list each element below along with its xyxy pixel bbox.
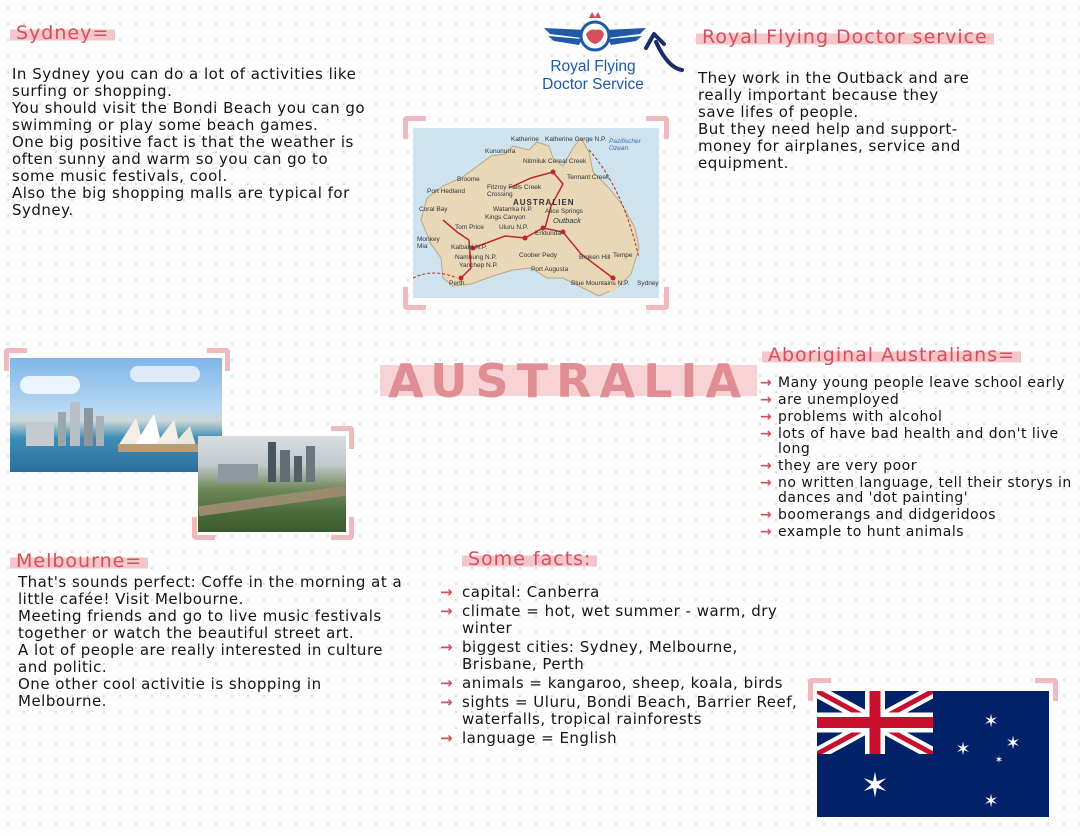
map-label: Alice Springs [545,208,583,215]
map-label: Blue Mountains N.P. [571,280,630,287]
melbourne-text [18,574,410,710]
list-item-text: language = English [462,729,618,747]
svg-text:✶: ✶ [955,739,971,760]
map-label: Tom Price [455,224,484,231]
melbourne-city-photo [198,436,346,532]
map-label: Port Augusta [531,266,569,273]
facts-heading: Some facts: [462,548,597,570]
map-label: Outback [553,216,581,225]
aboriginal-heading: Aboriginal Australians= [762,344,1021,366]
list-item: → sights = Uluru, Bondi Beach, Barrier Reef, waterfalls, tropical rainforests [440,693,798,728]
list-item-text: no written language, tell their storys in dances and 'dot painting' [778,475,1072,506]
map-label: Tennant Creek [567,174,610,181]
list-item-text: problems with alcohol [778,409,943,425]
list-item-text: are unemployed [778,392,900,408]
sydney-heading: Sydney= [10,22,115,44]
list-item: → biggest cities: Sydney, Melbourne, Brisbane, Perth [440,638,738,673]
australian-flag [817,691,1049,817]
list-item: → capital: Canberra [440,583,600,601]
svg-text:✶: ✶ [994,755,1004,766]
list-item: → example to hunt animals [760,524,965,540]
list-item-text: boomerangs and didgeridoos [778,507,997,523]
map-label: Nitmiluk Cereal Creek [523,158,587,165]
melbourne-paragraph: A lot of people are really interested in culture and politic. [18,641,384,676]
melbourne-paragraph: Meeting friends and go to live music festivals together or watch the beautiful street art. [18,607,382,642]
list-item: → they are very poor [760,458,917,474]
list-item: → no written language, tell their storys in dances and 'dot painting' [760,475,1072,506]
map-label: Broken Hill [579,254,611,261]
map-label: Kununurra [485,148,516,155]
list-item: → climate = hot, wet summer - warm, dry winter [440,602,778,637]
list-item: → lots of have bad health and don't live long [760,426,1059,457]
list-item-text: lots of have bad health and don't live long [778,426,1059,457]
rfds-wings-icon [540,8,650,56]
map-label: Pazifischer Ozean [609,138,641,152]
sydney-paragraph: One big positive fact is that the weather is often sunny and warm so you can go to some music festivals, cool. [12,133,354,185]
list-item: → problems with alcohol [760,409,943,425]
map-label: Coral Bay [419,206,448,213]
map-label: Katherine Gorge N.P. [545,136,607,143]
map-label: Kalbarri N.P. [451,244,488,251]
sydney-paragraph: In Sydney you can do a lot of activities like surfing or shopping. [12,65,357,100]
map-label: Erldunda [535,230,562,237]
melbourne-paragraph: One other cool activitie is shopping in Melbourne. [18,675,322,710]
facts-list [440,584,800,749]
map-label: Nambung N.P. [455,254,497,261]
rfds-text [698,70,978,172]
map-label: Kings Canyon [485,214,526,221]
sydney-opera-house-photo [10,358,222,472]
list-item-text: climate = hot, wet summer - warm, dry winter [462,602,778,637]
list-item-text: animals = kangaroo, sheep, koala, birds [462,674,784,692]
map-label: Monkey Mia [417,236,440,250]
logo-line-1: Royal Flying [550,58,636,75]
sydney-paragraph: You should visit the Bondi Beach you can go swimming or play some beach games. [12,99,366,134]
flag-frame [808,678,1058,826]
melbourne-heading: Melbourne= [10,550,148,572]
curved-arrow-icon [638,28,688,76]
list-item: → Many young people leave school early [760,375,1065,391]
list-item: → boomerangs and didgeridoos [760,507,997,523]
map-label: Sydney [637,280,659,287]
map-frame [403,116,669,310]
list-item-text: they are very poor [778,458,917,474]
page-title: AUSTRALIA [380,354,757,408]
sydney-text [12,66,372,219]
map-label: Watarrka N.P. [493,206,533,213]
rfds-paragraph: But they need help and support-money for airplanes, service and equipment. [698,120,961,172]
list-item: → language = English [440,729,618,747]
logo-line-2: Doctor Service [542,76,644,93]
map-label: Katherine [511,136,539,143]
map-label: Uluru N.P. [499,224,529,231]
list-item: → are unemployed [760,392,900,408]
map-label: Tempe [613,252,633,259]
map-label: Fitzroy Falls Creek Crossing [487,184,542,198]
sydney-paragraph: Also the big shopping malls are typical for Sydney. [12,184,350,219]
map-label: AUSTRALIEN [513,198,575,207]
list-item-text: sights = Uluru, Bondi Beach, Barrier Reef, waterfalls, tropical rainforests [462,693,798,728]
list-item: → animals = kangaroo, sheep, koala, birds [440,674,784,692]
map-label: Perth [449,280,465,287]
list-item-text: Many young people leave school early [778,375,1065,391]
svg-text:✶: ✶ [1005,733,1021,754]
map-label: Coober Pedy [519,252,557,259]
map-label: Broome [457,176,480,183]
svg-text:✶: ✶ [860,766,890,806]
australia-map [413,128,659,298]
aboriginal-list [760,376,1072,542]
list-item-text: example to hunt animals [778,524,965,540]
svg-text:✶: ✶ [983,791,999,812]
svg-text:✶: ✶ [983,711,999,732]
map-label: Yanchep N.P. [459,262,498,269]
rfds-heading: Royal Flying Doctor service [696,26,994,48]
map-label: Port Hedland [427,188,465,195]
rfds-paragraph: They work in the Outback and are really important because they save lifes of people. [698,69,970,121]
list-item-text: capital: Canberra [462,583,600,601]
melbourne-photo-frame [192,426,354,540]
melbourne-paragraph: That's sounds perfect: Coffe in the morning at a little cafée! Visit Melbourne. [18,573,403,608]
list-item-text: biggest cities: Sydney, Melbourne, Brisbane, Perth [462,638,738,673]
